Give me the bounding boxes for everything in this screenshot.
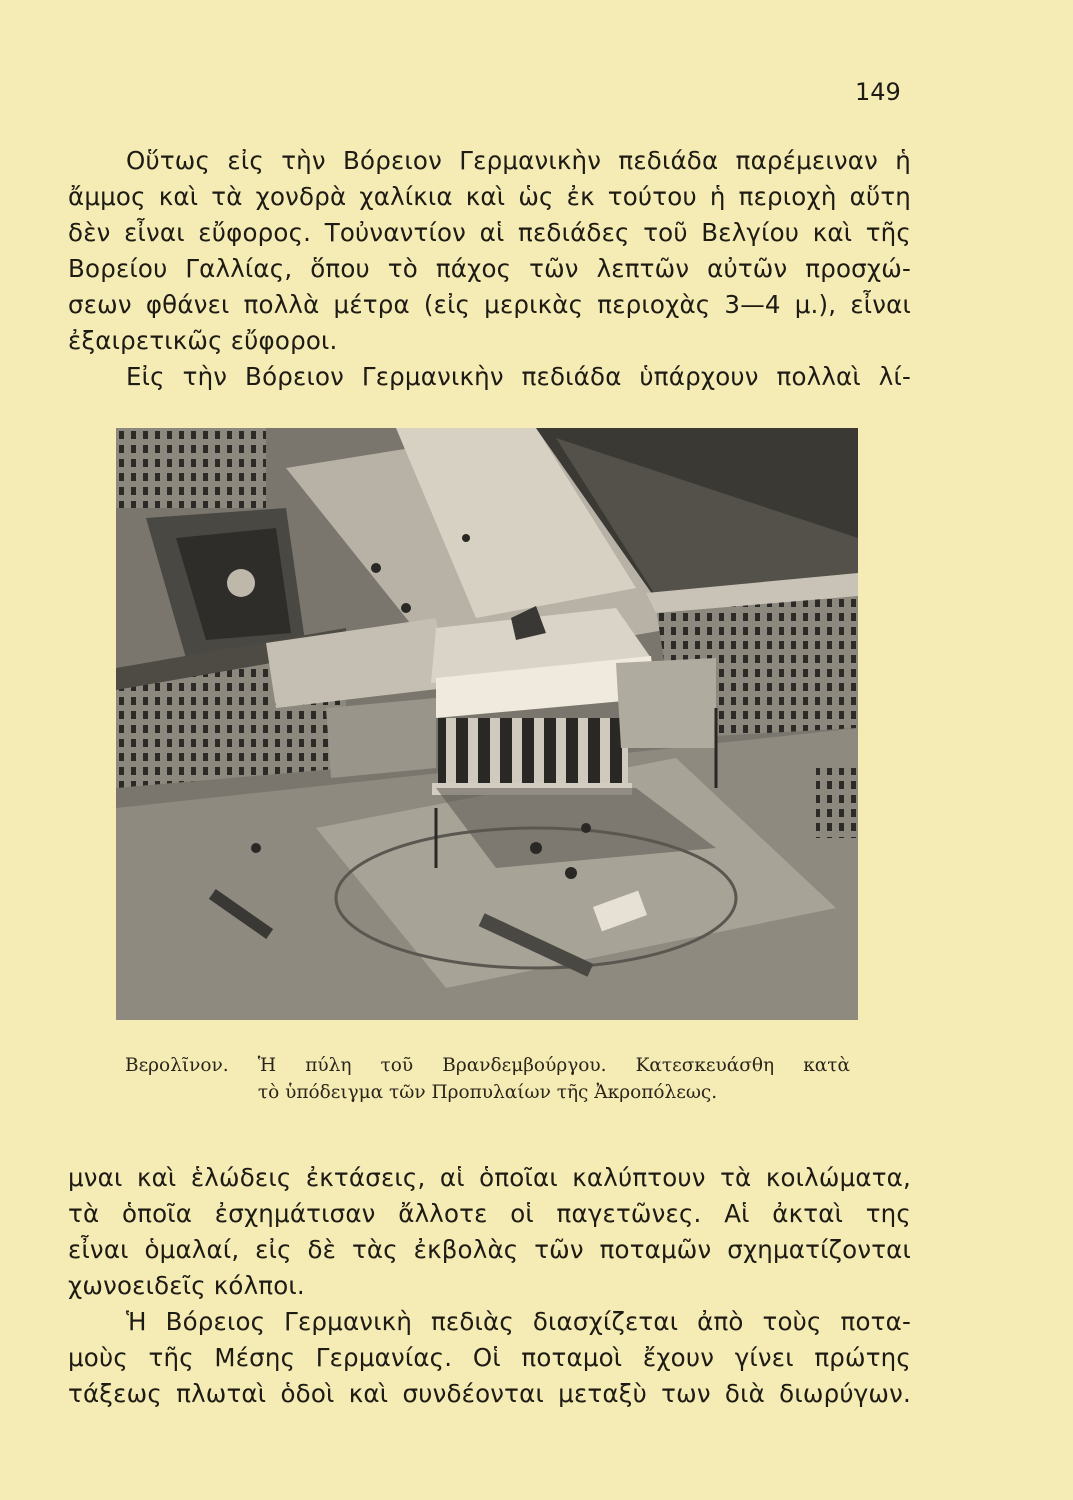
text-line: Ἡ Βόρειος Γερμανικὴ πεδιὰς διασχίζεται ἀπὸ τοὺς ποτα- (126, 1307, 911, 1336)
page-number: 149 (855, 78, 901, 106)
text-line: μναι καὶ ἑλώδεις ἐκτάσεις, αἱ ὁποῖαι καλύπτουν τὰ κοιλώματα, (68, 1163, 911, 1192)
text-line: Οὕτως εἰς τὴν Βόρειον Γερμανικὴν πεδιάδα παρέμειναν ἡ (126, 146, 911, 175)
text-line: ἄμμος καὶ τὰ χονδρὰ χαλίκια καὶ ὡς ἐκ τούτου ἡ περιοχὴ αὕτη (68, 182, 911, 211)
caption-line: Βερολῖνον. Ἡ πύλη τοῦ Βρανδεμβούργου. Κατεσκευάσθη κατὰ (125, 1055, 850, 1076)
aerial-photo-illustration (116, 428, 858, 1020)
text-line: ἐξαιρετικῶς εὔφοροι. (68, 326, 338, 355)
caption-line: τὸ ὑπόδειγμα τῶν Προπυλαίων τῆς Ἀκροπόλεως. (257, 1082, 718, 1103)
text-line: τὰ ὁποῖα ἐσχημάτισαν ἄλλοτε οἱ παγετῶνες. Αἱ ἀκταὶ της (68, 1199, 911, 1228)
text-line: σεων φθάνει πολλὰ μέτρα (εἰς μερικὰς περιοχὰς 3—4 μ.), εἶναι (68, 290, 911, 319)
text-line: τάξεως πλωταὶ ὁδοὶ καὶ συνδέονται μεταξὺ των διὰ διωρύγων. (68, 1379, 911, 1408)
text-line: Βορείου Γαλλίας, ὅπου τὸ πάχος τῶν λεπτῶν αὐτῶν προσχώ- (68, 254, 911, 283)
top-text-block (68, 143, 911, 395)
text-line: Εἰς τὴν Βόρειον Γερμανικὴν πεδιάδα ὑπάρχουν πολλαὶ λί- (126, 362, 911, 391)
photo-caption (120, 1052, 855, 1106)
text-line: χωνοειδεῖς κόλποι. (68, 1271, 305, 1300)
bottom-text-block (68, 1160, 911, 1412)
brandenburg-gate-photo (116, 428, 858, 1020)
text-line: μοὺς τῆς Μέσης Γερμανίας. Οἱ ποταμοὶ ἔχουν γίνει πρώτης (68, 1343, 911, 1372)
text-line: δὲν εἶναι εὔφορος. Τοὐναντίον αἱ πεδιάδες τοῦ Βελγίου καὶ τῆς (68, 218, 911, 247)
text-line: εἶναι ὁμαλαί, εἰς δὲ τὰς ἐκβολὰς τῶν ποταμῶν σχηματίζονται (68, 1235, 911, 1264)
